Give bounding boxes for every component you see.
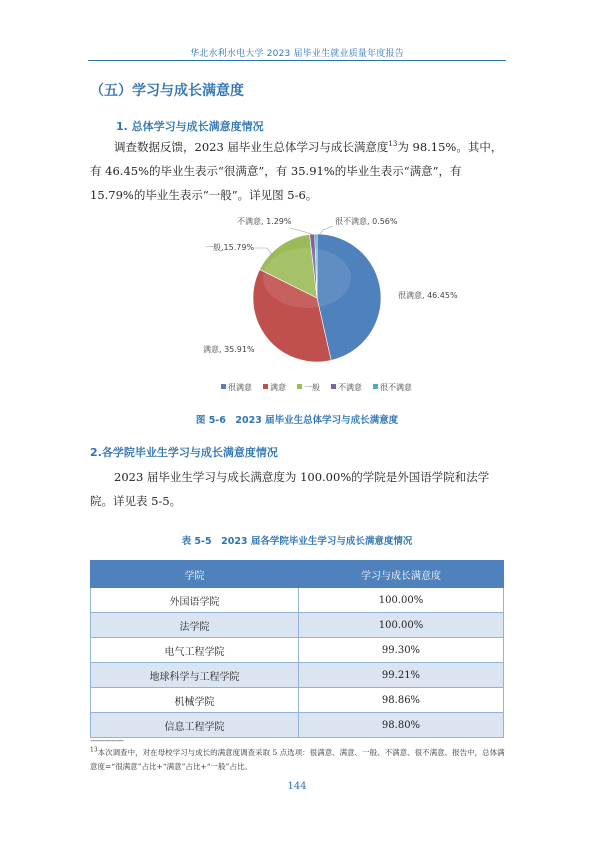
table-row xyxy=(91,688,504,713)
figure-caption: 图 5-6 2023 届毕业生总体学习与成长满意度 xyxy=(195,415,399,426)
pie-highlight xyxy=(263,248,351,308)
cell-college: 地球科学与工程学院 xyxy=(91,663,299,688)
table-row xyxy=(91,588,504,613)
legend-swatch xyxy=(373,384,378,389)
cell-satisfaction: 100.00% xyxy=(299,613,504,638)
table-row xyxy=(91,638,504,663)
paragraph-overall-satisfaction xyxy=(90,135,506,207)
legend-label: 满意 xyxy=(270,383,286,392)
table-row xyxy=(91,613,504,638)
table-row xyxy=(91,663,504,688)
data-label-neutral: 一般,15.79% xyxy=(205,243,255,252)
data-label-very-dissatisfied: 很不满意, 0.56% xyxy=(335,217,398,226)
college-satisfaction-table xyxy=(90,560,504,738)
footnote xyxy=(90,746,506,774)
page-number: 144 xyxy=(287,781,307,792)
data-label-satisfied: 满意, 35.91% xyxy=(203,345,255,354)
paragraph-text-b: 为 98.15%。其中，有 46.45%的毕业生表示“很满意”，有 35.91%的毕业生表示“满意”，有 15.79%的毕业生表示“一般”。详见图 5-6。 xyxy=(90,140,503,202)
legend-swatch xyxy=(331,384,336,389)
footnote-number: 13 xyxy=(90,746,98,754)
legend-item-satisfied xyxy=(263,382,286,392)
leader-line-very-dissatisfied xyxy=(319,226,333,235)
cell-college: 信息工程学院 xyxy=(91,713,299,738)
legend-label: 一般 xyxy=(304,383,320,392)
subsection-title-1: 1. 总体学习与成长满意度情况 xyxy=(116,120,264,133)
cell-satisfaction: 98.86% xyxy=(299,688,504,713)
legend-item-dissatisfied xyxy=(331,382,362,392)
paragraph-text-a: 调查数据反馈，2023 届毕业生总体学习与成长满意度 xyxy=(114,140,389,154)
footnote-reference: 13 xyxy=(388,140,398,149)
section-title: （五）学习与成长满意度 xyxy=(90,83,244,99)
column-header-satisfaction: 学习与成长满意度 xyxy=(299,561,504,588)
cell-satisfaction: 99.21% xyxy=(299,663,504,688)
legend-label: 很满意 xyxy=(228,383,252,392)
leader-line-dissatisfied xyxy=(290,228,314,235)
cell-satisfaction: 98.80% xyxy=(299,713,504,738)
legend-swatch xyxy=(263,384,268,389)
cell-satisfaction: 99.30% xyxy=(299,638,504,663)
cell-college: 外国语学院 xyxy=(91,588,299,613)
paragraph-text: 2023 届毕业生学习与成长满意度为 100.00%的学院是外国语学院和法学院。详见表 5-5。 xyxy=(90,470,490,508)
data-label-very-satisfied: 很满意, 46.45% xyxy=(398,291,458,300)
legend-swatch xyxy=(297,384,302,389)
header-rule xyxy=(88,60,506,61)
table-row xyxy=(91,713,504,738)
legend-label: 不满意 xyxy=(338,383,362,392)
footnote-text: 本次调查中，对在母校学习与成长的满意度调查采取 5 点选项：很满意、满意、一般、不满意、很不满意。报告中，总体满意度=“很满意”占比+“满意”占比+“一般”占比。 xyxy=(90,748,505,771)
cell-college: 法学院 xyxy=(91,613,299,638)
paragraph-college-satisfaction xyxy=(90,465,506,513)
legend-item-very-satisfied xyxy=(221,382,252,392)
legend-label: 很不满意 xyxy=(380,383,412,392)
cell-college: 机械学院 xyxy=(91,688,299,713)
table-caption: 表 5-5 2023 届各学院毕业生学习与成长满意度情况 xyxy=(181,536,413,547)
legend-swatch xyxy=(221,384,226,389)
subsection-title-2: 2.各学院毕业生学习与成长满意度情况 xyxy=(90,446,278,459)
table-header-row xyxy=(91,561,504,588)
legend-item-very-dissatisfied xyxy=(373,382,412,392)
cell-college: 电气工程学院 xyxy=(91,638,299,663)
cell-satisfaction: 100.00% xyxy=(299,588,504,613)
running-header: 华北水利水电大学 2023 届毕业生就业质量年度报告 xyxy=(190,49,404,59)
legend-item-neutral xyxy=(297,382,320,392)
column-header-college: 学院 xyxy=(91,561,299,588)
data-label-dissatisfied: 不满意, 1.29% xyxy=(237,217,292,226)
footnote-separator: -------------- xyxy=(90,736,124,745)
satisfaction-pie-chart xyxy=(195,208,458,400)
